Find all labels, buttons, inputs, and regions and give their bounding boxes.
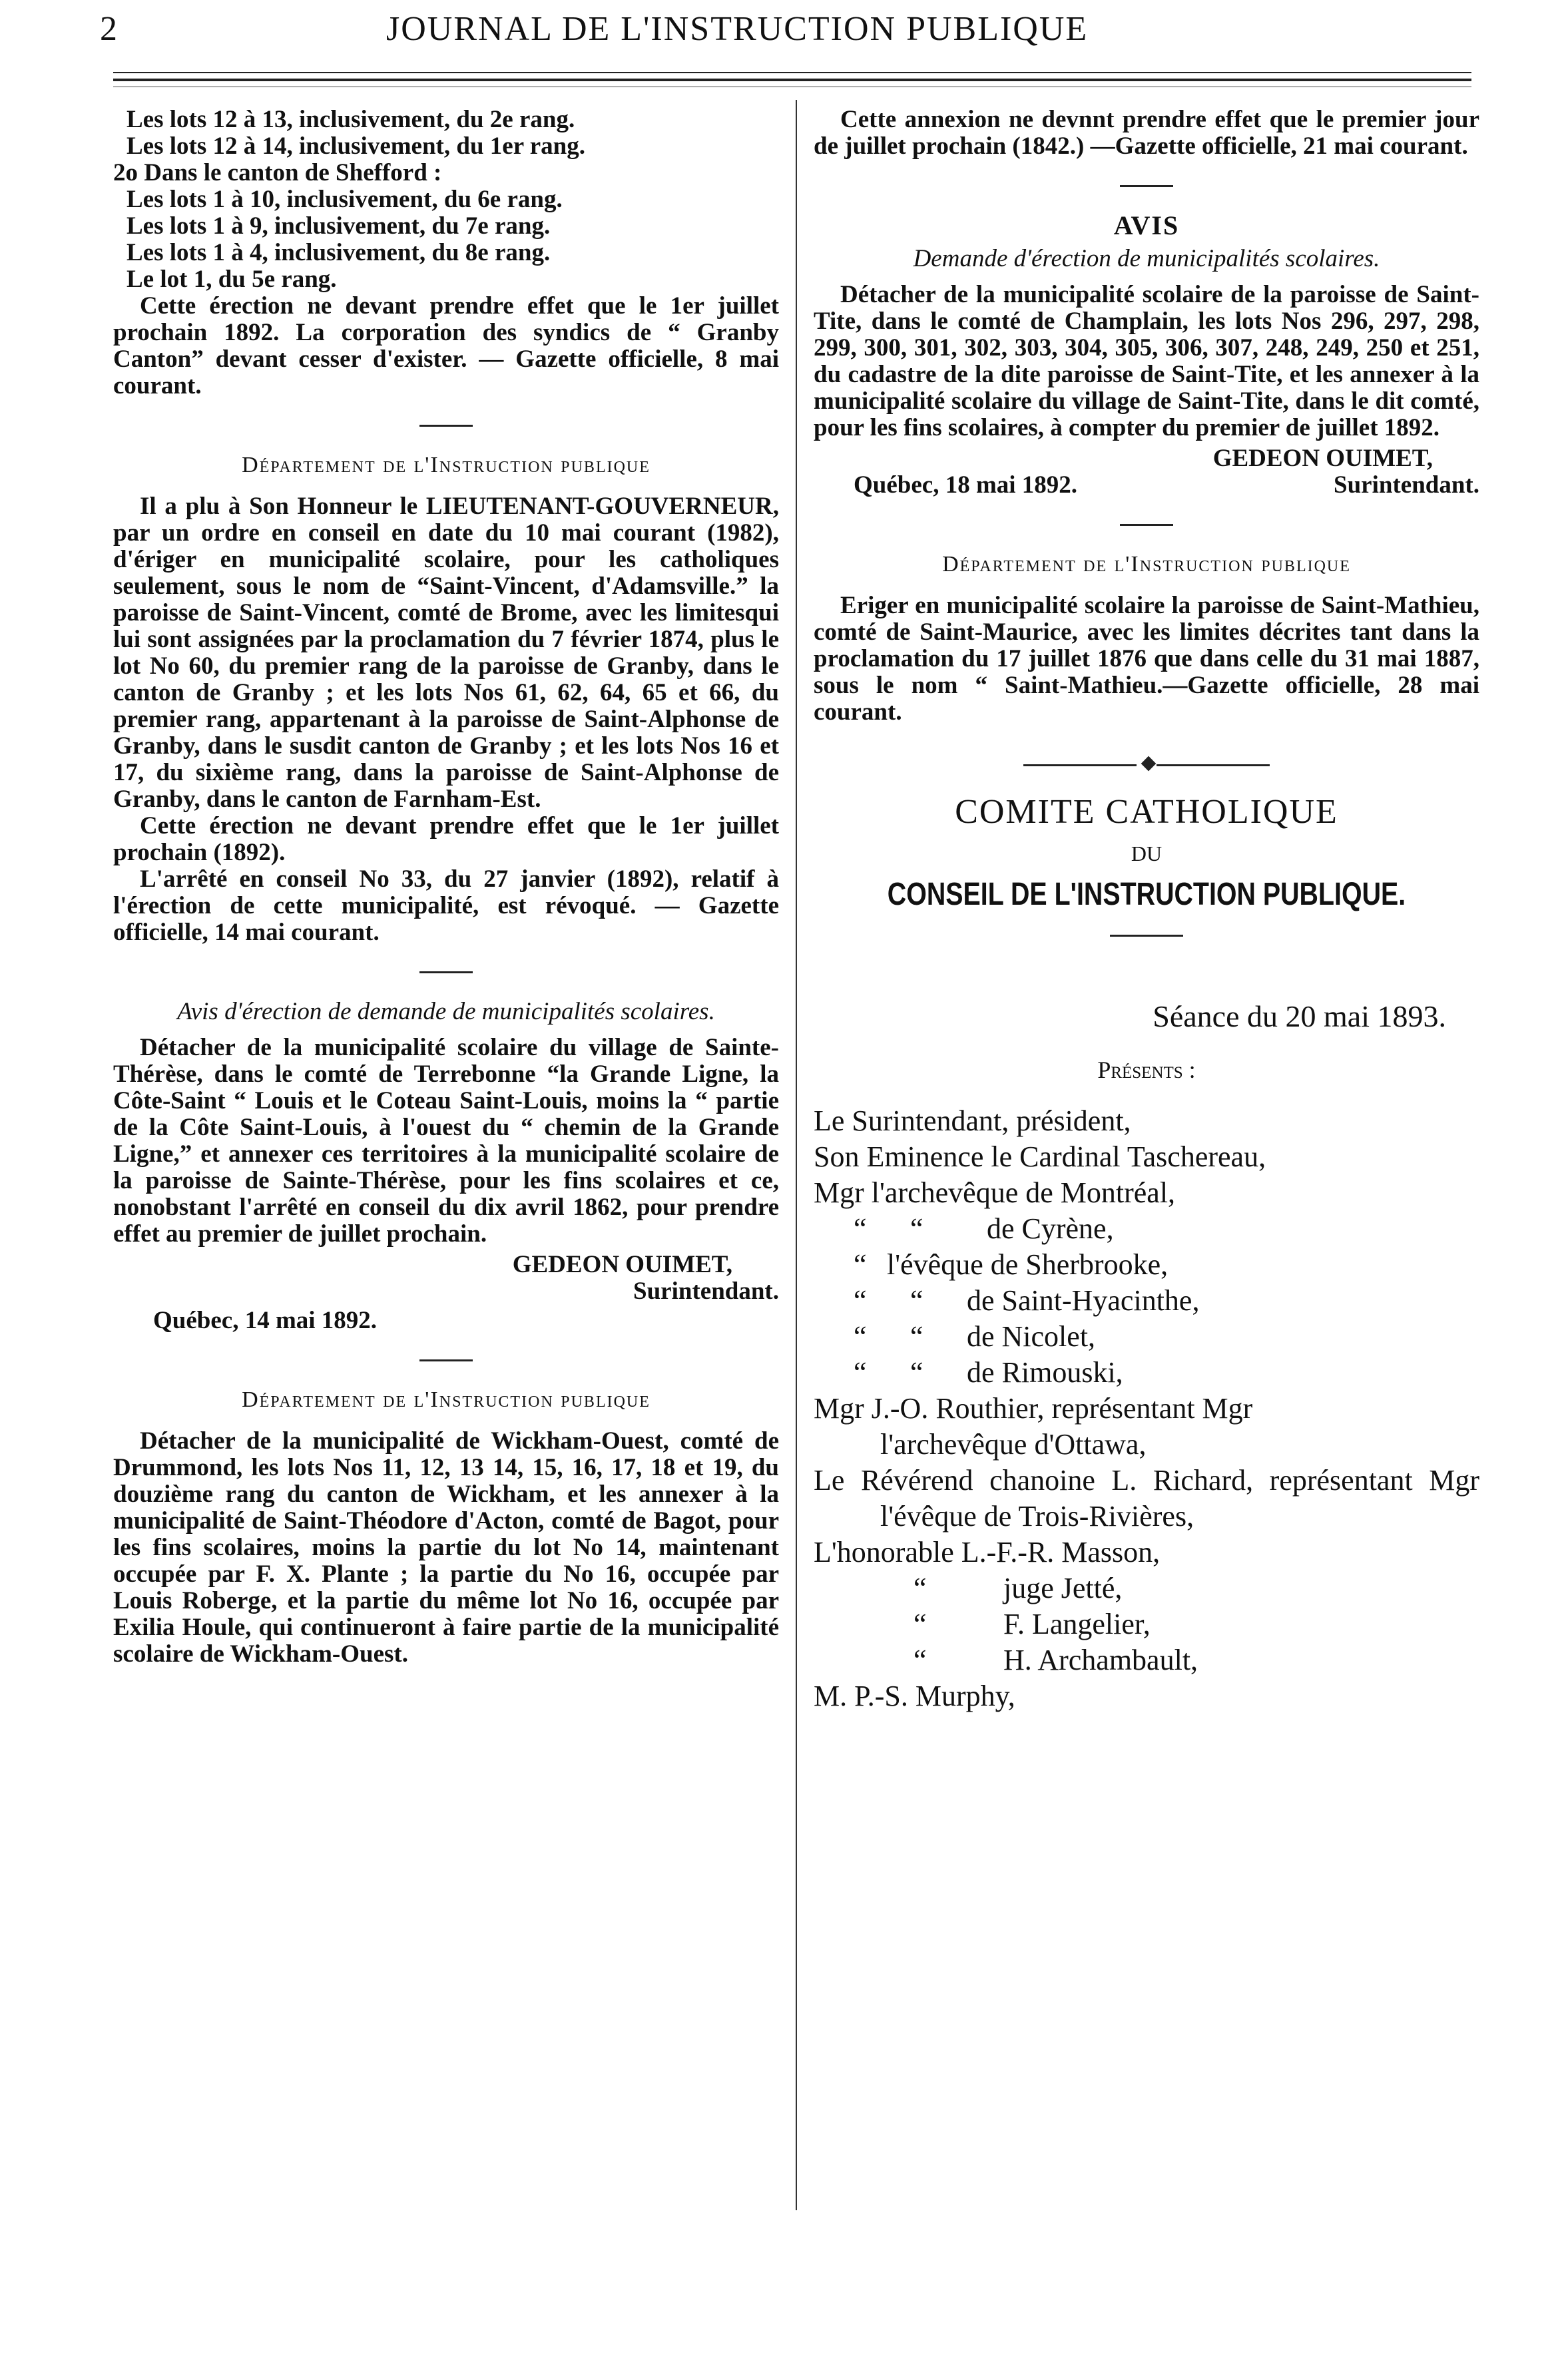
separator-rule	[419, 425, 473, 427]
paragraph: Cette annexion ne devnnt prendre effet que le premier jour de juillet prochain (1842.) —Gazette officielle, 21 mai courant.	[814, 106, 1479, 160]
paragraph: L'arrêté en conseil No 33, du 27 janvier (1892), relatif à l'érection de cette municipalité, est révoqué. — Gazette officielle, 14 mai courant.	[113, 865, 779, 946]
separator-rule	[419, 971, 473, 973]
member-text: de Cyrène,	[987, 1212, 1114, 1245]
member-text: juge Jetté,	[1003, 1572, 1123, 1604]
signature-name: GEDEON OUIMET,	[512, 1251, 732, 1278]
paragraph: Détacher de la municipalité scolaire de la paroisse de Saint-Tite, dans le comté de Champlain, les lots Nos 296, 297, 298, 299, 300, 301, 302, 303, 304, 305, 306, 307, 248, 249, 250 et 251, du cadastre de la dite paroisse de Saint-Tite, et les annexer à la municipalité scolaire du village de Saint-Tite, dans le dit comté, pour les fins scolaires, à compter du premier de juillet 1892.	[814, 281, 1479, 441]
member-text: l'évêque de Sherbrooke,	[887, 1248, 1168, 1281]
journal-title: JOURNAL DE L'INSTRUCTION PUBLIQUE	[386, 10, 1089, 48]
right-column	[814, 107, 1479, 1714]
member-line: Le Révérend chanoine L. Richard, représentant Mgr l'évêque de Trois-Rivières,	[814, 1464, 1479, 1533]
ditto-mark: “	[913, 1608, 927, 1640]
member-line	[814, 1211, 1479, 1247]
member-line: Mgr l'archevêque de Montréal,	[814, 1176, 1176, 1209]
ditto-mark: “	[854, 1284, 867, 1317]
text-line: Les lots 12 à 13, inclusivement, du 2e rang.	[127, 106, 575, 133]
signature-name: GEDEON OUIMET,	[1212, 445, 1433, 472]
ditto-mark: “	[854, 1356, 867, 1389]
member-line: Le Surintendant, président,	[814, 1104, 1131, 1137]
left-column	[113, 107, 779, 1668]
ditto-mark: “	[854, 1212, 867, 1245]
signature-title: Surintendant.	[1334, 471, 1479, 499]
committee-du: DU	[1131, 841, 1163, 865]
section-heading: Avis d'érection de demande de municipalités scolaires.	[177, 998, 715, 1025]
member-text: H. Archambault,	[1003, 1644, 1198, 1676]
page-header	[100, 9, 1485, 56]
paragraph: Il a plu à Son Honneur le LIEUTENANT-GOUVERNEUR, par un ordre en conseil en date du 10 mai courant (1982), d'ériger en municipalité scolaire, pour les catholiques seulement, sous le nom de “Saint-Vincent, d'Adamsville.” la paroisse de Saint-Vincent, comté de Brome, avec les limitesqui lui sont assignées par la proclamation du 7 février 1874, plus le lot No 60, du premier rang de la paroisse de Granby, dans le canton de Granby ; et les lots Nos 61, 62, 64, 65 et 66, du premier rang, appartenant à la paroisse de Saint-Alphonse de Granby, dans le susdit canton de Granby ; et les lots Nos 16 et 17, du sixième rang, dans la paroisse de Saint-Alphonse de Granby, dans le canton de Farnham-Est.	[113, 493, 779, 813]
text-line: Les lots 1 à 4, inclusivement, du 8e rang.	[127, 239, 551, 266]
member-line	[814, 1283, 1479, 1319]
ornament-bar	[1157, 764, 1270, 766]
member-line: M. P.-S. Murphy,	[814, 1680, 1015, 1712]
paragraph: Cette érection ne devant prendre effet que le 1er juillet prochain (1892).	[113, 812, 779, 866]
member-text: F. Langelier,	[1003, 1608, 1151, 1640]
section-heading: Département de l'Instruction publique	[942, 552, 1351, 577]
ditto-mark: “	[854, 1248, 867, 1281]
member-line: l'archevêque d'Ottawa,	[880, 1428, 1147, 1461]
column-divider	[796, 100, 797, 2210]
header-rule-thick	[113, 79, 1471, 81]
member-line	[814, 1355, 1479, 1391]
section-heading: Département de l'Instruction publique	[242, 453, 650, 477]
paragraph: Détacher de la municipalité scolaire du village de Sainte-Thérèse, dans le comté de Terrebonne “la Grande Ligne, la Côte-Saint “ Louis et le Coteau Saint-Louis, moins la “ partie de la Côte Saint-Louis, à l'ouest du “ chemin de la Grande Ligne,” et annexer ces territoires à la municipalité scolaire de la paroisse de Sainte-Thérèse, pour les fins scolaires et ce, nonobstant l'arrêté en conseil du dix avril 1862, pour prendre effet au premier de juillet prochain.	[113, 1034, 779, 1248]
presents-heading: Présents :	[1097, 1057, 1196, 1083]
paragraph: Cette érection ne devant prendre effet que le 1er juillet prochain 1892. La corporation des syndics de “ Granby Canton” devant cesser d'exister. — Gazette officielle, 8 mai courant.	[113, 292, 779, 399]
ditto-mark: “	[910, 1320, 923, 1353]
ditto-mark: “	[910, 1284, 923, 1317]
place-date: Québec, 14 mai 1892.	[153, 1307, 378, 1334]
ornament-diamond-icon	[1141, 756, 1157, 772]
section-heading: AVIS	[1113, 210, 1180, 240]
ditto-mark: “	[910, 1356, 923, 1389]
text-line: Les lots 1 à 9, inclusivement, du 7e rang.	[127, 212, 551, 240]
committee-title: COMITE CATHOLIQUE	[955, 793, 1338, 831]
member-text: de Nicolet,	[967, 1320, 1096, 1353]
header-rule	[113, 72, 1471, 73]
signature-title: Surintendant.	[633, 1278, 779, 1305]
member-line	[814, 1606, 1479, 1642]
ditto-mark: “	[913, 1644, 927, 1676]
ornament-divider	[814, 752, 1479, 779]
separator-rule	[1110, 935, 1183, 937]
ditto-mark: “	[854, 1320, 867, 1353]
ornament-bar	[1023, 764, 1137, 766]
text-line: Les lots 12 à 14, inclusivement, du 1er rang.	[127, 132, 585, 160]
member-line: Son Eminence le Cardinal Taschereau,	[814, 1140, 1266, 1173]
text-line: Les lots 1 à 10, inclusivement, du 6e rang.	[127, 186, 563, 213]
place-date: Québec, 18 mai 1892.	[854, 471, 1078, 499]
separator-rule	[1120, 524, 1173, 526]
ditto-mark: “	[910, 1212, 923, 1245]
ditto-mark: “	[913, 1572, 927, 1604]
member-line	[814, 1570, 1479, 1606]
member-text: de Rimouski,	[967, 1356, 1123, 1389]
page-number: 2	[100, 10, 117, 48]
committee-subtitle: CONSEIL DE L'INSTRUCTION PUBLIQUE.	[887, 877, 1406, 912]
member-line	[814, 1642, 1479, 1678]
member-text: de Saint-Hyacinthe,	[967, 1284, 1200, 1317]
member-line	[814, 1319, 1479, 1355]
separator-rule	[1120, 185, 1173, 187]
section-heading: Département de l'Instruction publique	[242, 1387, 650, 1412]
section-subheading: Demande d'érection de municipalités scolaires.	[913, 245, 1380, 272]
session-date: Séance du 20 mai 1893.	[1153, 999, 1446, 1033]
paragraph: Détacher de la municipalité de Wickham-Ouest, comté de Drummond, les lots Nos 11, 12, 13 14, 15, 16, 17, 18 et 19, du douzième rang du canton de Wickham, et les annexer à la municipalité de Saint-Théodore d'Acton, comté de Bagot, pour les fins scolaires, moins la partie du lot No 14, maintenant occupée par F. X. Plante ; la partie du No 16, occupée par Louis Roberge, et la partie du même lot No 16, occupée par Exilia Houle, qui continueront à faire partie de la municipalité scolaire de Wickham-Ouest.	[113, 1427, 779, 1668]
separator-rule	[419, 1359, 473, 1361]
text-line: Le lot 1, du 5e rang.	[127, 266, 337, 293]
paragraph: Eriger en municipalité scolaire la paroisse de Saint-Mathieu, comté de Saint-Maurice, avec les limites décrites tant dans la proclamation du 17 juillet 1876 que dans celle du 31 mai 1887, sous le nom “ Saint-Mathieu.—Gazette officielle, 28 mai courant.	[814, 592, 1479, 726]
member-line: Mgr J.-O. Routhier, représentant Mgr	[814, 1392, 1253, 1425]
member-line: L'honorable L.-F.-R. Masson,	[814, 1536, 1161, 1568]
text-line: 2o Dans le canton de Shefford :	[113, 159, 442, 186]
member-line	[814, 1247, 1479, 1283]
